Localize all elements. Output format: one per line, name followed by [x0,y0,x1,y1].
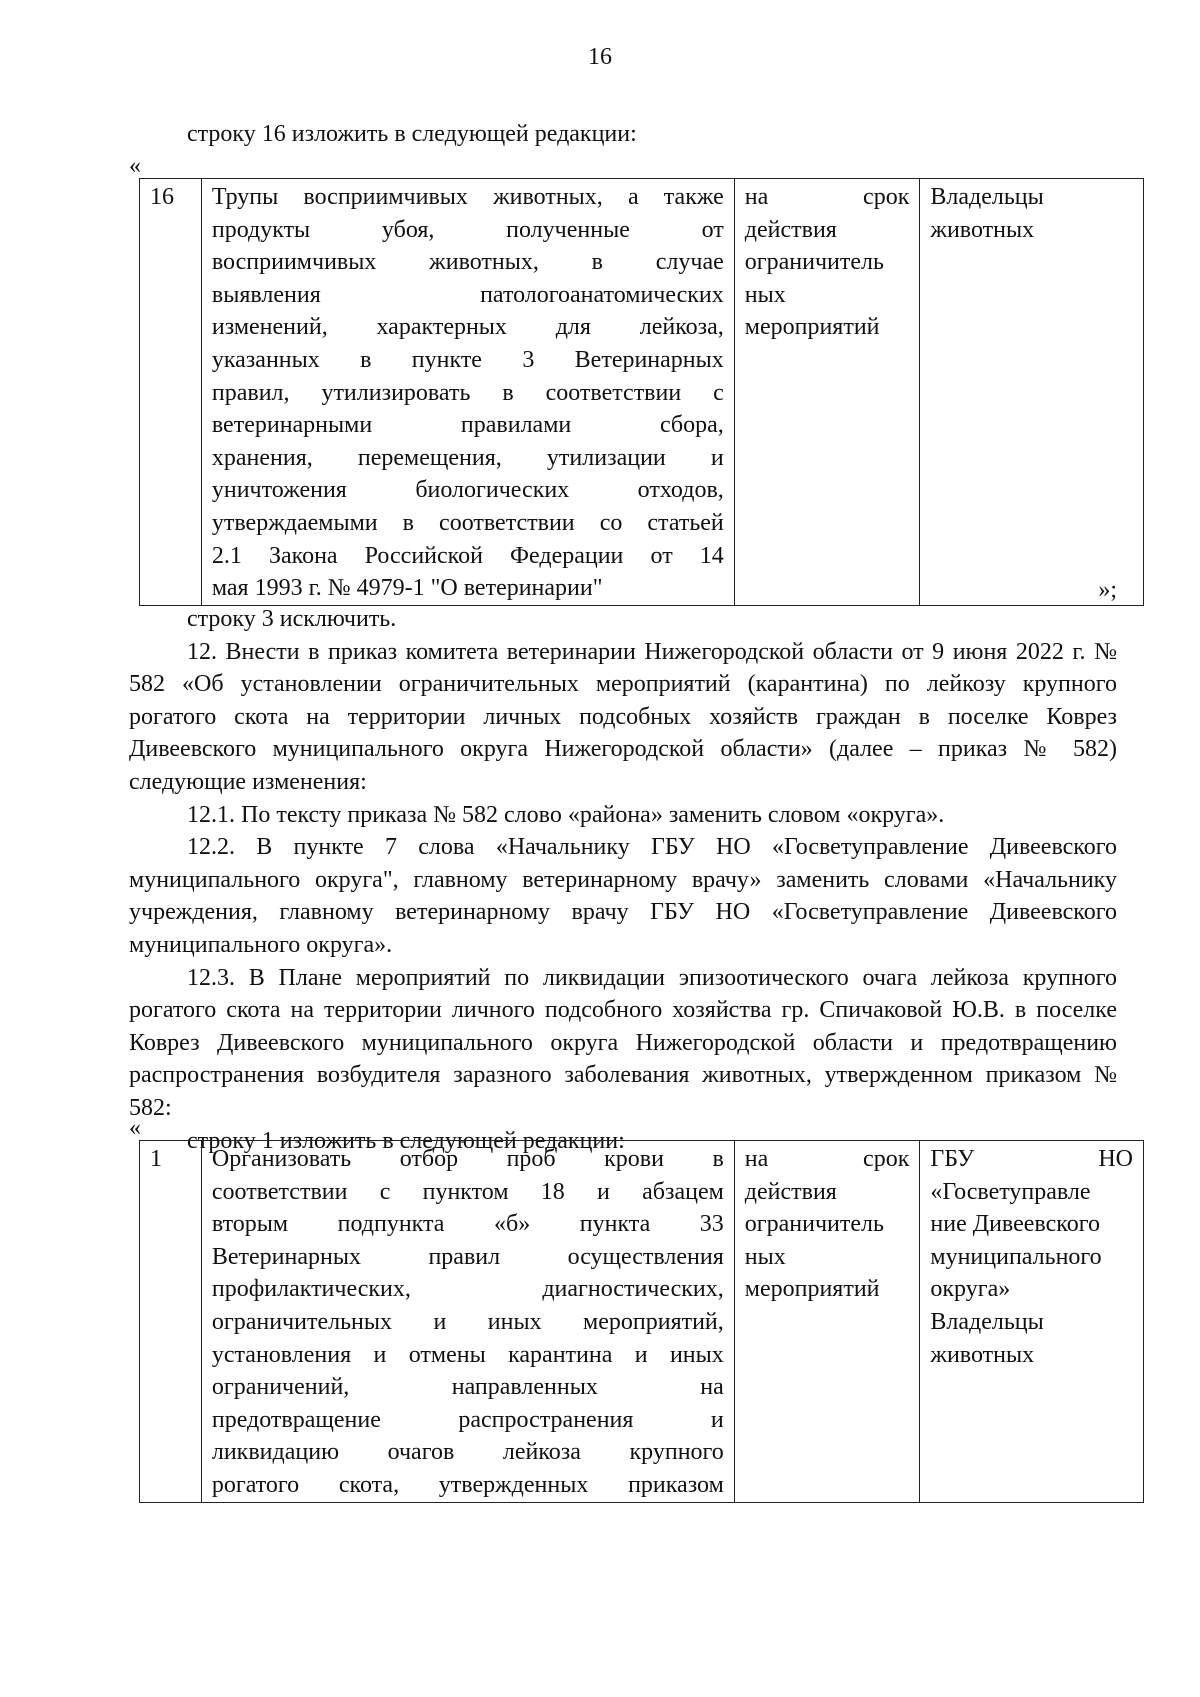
term-cell [734,179,920,606]
page-number: 16 [588,44,612,70]
table-row-1 [139,1140,1144,1503]
text-line: ликвидацию очагов лейкоза крупного [211,1439,724,1466]
term-line: мероприятий [744,1276,880,1303]
term-line: на срок [744,184,910,210]
text-line: изменений, характерных для лейкоза, [211,314,724,341]
term-line: ограничитель [744,249,884,276]
text-line: мая 1993 г. № 4979-1 "О ветеринарии" [211,575,603,602]
resp-line: Владельцы [930,184,1044,210]
resp-line: ние Дивеевского [930,1211,1100,1238]
text-line: выявления патологоанатомических [211,281,724,308]
para-12-2: 12.2. В пункте 7 слова «Начальнику ГБУ НО «Госветуправление Дивеевского муниципального округа", главному ветеринарному врачу» заменить словами «Начальнику учреждения, главному ветеринарному врачу ГБУ НО «Госветуправление Дивеевского муниципального округа». [129,834,1117,958]
text-line: предотвращение распространения и [211,1406,724,1433]
resp-line: округа» [930,1276,1011,1303]
text-line: ветеринарными правилами сбора, [211,412,724,439]
resp-line: муниципального [930,1243,1102,1270]
responsible-cell [920,1141,1144,1503]
quote-open-mark-2: « [129,1115,141,1141]
text-line: Трупы восприимчивых животных, а также [211,184,724,210]
text-line: восприимчивых животных, в случае [211,249,724,276]
intro-row-1: строку 1 изложить в следующей редакции: [187,1127,625,1154]
text-line: рогатого скота, утвержденных приказом [211,1471,724,1498]
measure-text [201,1141,734,1503]
text-line: вторым подпункта «б» пункта 33 [211,1211,724,1238]
resp-line: животных [930,1341,1035,1368]
resp-line: ГБУ НО [930,1146,1133,1172]
resp-line: животных [930,216,1035,243]
text-line: продукты убоя, полученные от [211,216,724,243]
para-12: 12. Внести в приказ комитета ветеринарии Нижегородской области от 9 июня 2022 г. № 582 «Об установлении ограничительных мероприятий (карантина) по лейкозу крупного рогатого скота на территории личных подсобных хозяйств граждан в поселке Коврез Дивеевского муниципального округа Нижегородской области» (далее – приказ № 582) следующие изменения: [129,638,1117,795]
para-12-3: 12.3. В Плане мероприятий по ликвидации эпизоотического очага лейкоза крупного рогатого скота на территории личного подсобного хозяйства гр. Спичаковой Ю.В. в поселке Коврез Дивеевского муниципального округа Нижегородской области и предотвращению распространения возбудителя заразного заболевания животных, утвержденном приказом № 582: [129,964,1117,1121]
text-line: соответствии с пунктом 18 и абзацем [211,1178,724,1205]
text-line: утверждаемыми в соответствии со статьей [211,509,724,536]
resp-line: «Госветуправле [930,1178,1091,1205]
term-cell [734,1141,920,1503]
responsible-cell [920,179,1144,606]
term-line: ных [744,1243,786,1270]
intro-text: строку 16 изложить в следующей редакции: [187,121,637,147]
text-line: ограничений, направленных на [211,1374,724,1401]
table-row [140,1141,1144,1503]
resp-line: Владельцы [930,1308,1044,1335]
term-line: ных [744,281,786,308]
row-number: 16 [140,179,202,606]
quote-open-mark: « [129,153,141,179]
para-row3: строку 3 исключить. [187,606,397,632]
term-line: ограничитель [744,1211,884,1238]
term-line: мероприятий [744,314,880,341]
text-line: уничтожения биологических отходов, [211,477,724,504]
text-line: Организовать отбор проб крови в [211,1146,724,1172]
text-line: Ветеринарных правил осуществления [211,1243,724,1270]
para-12-1: 12.1. По тексту приказа № 582 слово «района» заменить словом «округа». [187,801,945,828]
table-row [140,179,1144,606]
text-line: профилактических, диагностических, [211,1276,724,1303]
text-line: 2.1 Закона Российской Федерации от 14 [211,542,724,569]
term-line: действия [744,1178,837,1205]
text-line: указанных в пункте 3 Ветеринарных [211,346,724,373]
table-row-16 [139,178,1144,606]
row-number: 1 [140,1141,202,1503]
intro-row-16 [129,118,1117,151]
text-line: хранения, перемещения, утилизации и [211,444,724,471]
term-line: действия [744,216,837,243]
text-line: правил, утилизировать в соответствии с [211,379,724,406]
term-line: на срок [744,1146,910,1172]
measure-text [201,179,734,606]
text-line: ограничительных и иных мероприятий, [211,1308,724,1335]
body-section [129,603,1117,1157]
text-line: установления и отмены карантина и иных [211,1341,724,1368]
quote-close-mark: »; [1098,577,1117,603]
